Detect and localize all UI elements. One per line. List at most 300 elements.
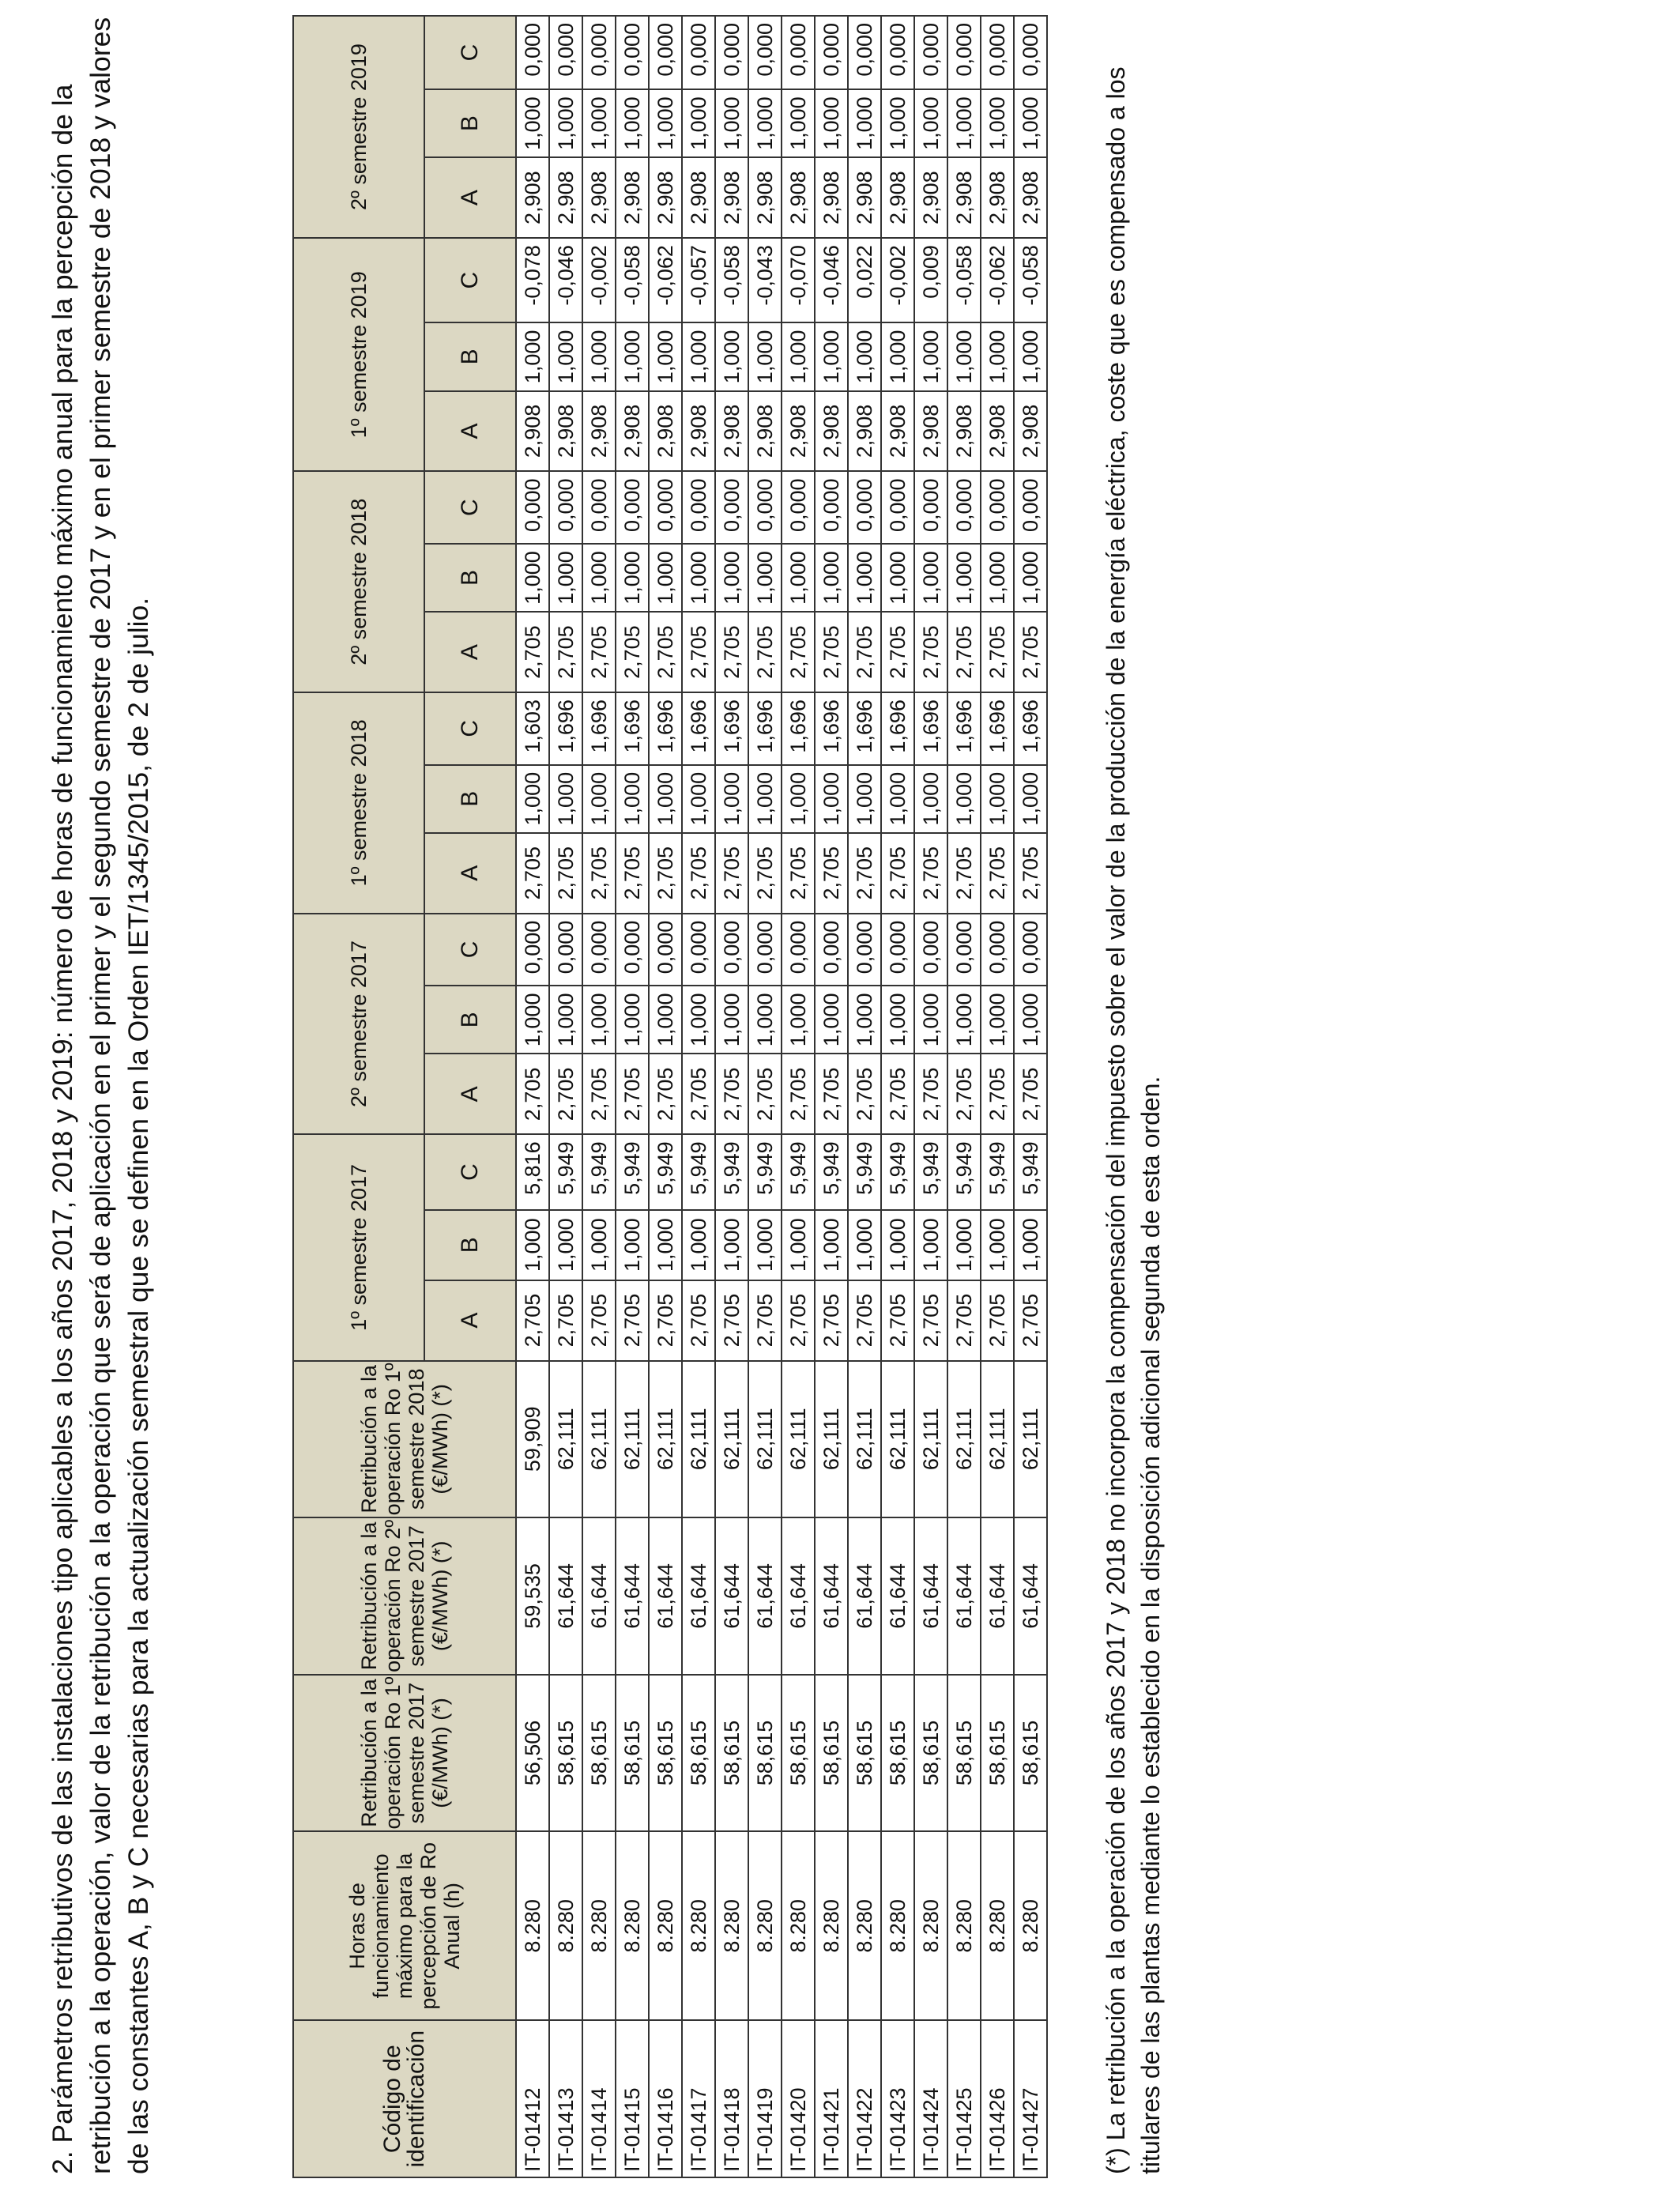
constant-cell: 2,705 bbox=[914, 612, 947, 692]
constant-cell: 0,000 bbox=[715, 16, 748, 89]
constant-cell: 2,908 bbox=[682, 157, 715, 238]
constant-cell: -0,002 bbox=[881, 238, 914, 322]
constant-cell: 2,908 bbox=[582, 157, 616, 238]
constant-cell: 0,022 bbox=[848, 238, 881, 322]
constant-cell: 2,705 bbox=[782, 612, 815, 692]
horas-cell: 8.280 bbox=[715, 1831, 748, 2020]
constant-cell: 0,000 bbox=[549, 914, 582, 986]
horas-cell: 8.280 bbox=[516, 1831, 549, 2020]
constant-cell: 1,000 bbox=[649, 89, 682, 157]
constant-cell: -0,062 bbox=[981, 238, 1014, 322]
constant-cell: 1,000 bbox=[649, 322, 682, 390]
constant-cell: 1,000 bbox=[748, 322, 782, 390]
constant-cell: 0,000 bbox=[715, 914, 748, 986]
constant-cell: 1,000 bbox=[582, 1210, 616, 1280]
constant-cell: 1,696 bbox=[815, 692, 848, 765]
table-row bbox=[914, 16, 947, 2177]
constant-cell: 2,908 bbox=[815, 157, 848, 238]
horas-cell: 8.280 bbox=[782, 1831, 815, 2020]
col-header-ro2-2017: Retribución a la operación Ro 2º semestre 2017 (€/MWh) (*) bbox=[293, 1517, 516, 1675]
constant-cell: 2,908 bbox=[516, 157, 549, 238]
constant-cell: 5,949 bbox=[682, 1134, 715, 1209]
constant-cell: 1,000 bbox=[881, 1210, 914, 1280]
retribucion-cell: 61,644 bbox=[682, 1517, 715, 1675]
constant-cell: -0,043 bbox=[748, 238, 782, 322]
constant-cell: 2,908 bbox=[848, 157, 881, 238]
constant-cell: 0,000 bbox=[1014, 16, 1047, 89]
codigo-cell: IT-01424 bbox=[914, 2020, 947, 2177]
constant-cell: 1,000 bbox=[582, 986, 616, 1054]
constant-cell: 1,000 bbox=[549, 89, 582, 157]
retribucion-cell: 58,615 bbox=[782, 1675, 815, 1832]
constant-cell: 5,949 bbox=[848, 1134, 881, 1209]
constant-cell: -0,062 bbox=[649, 238, 682, 322]
codigo-cell: IT-01423 bbox=[881, 2020, 914, 2177]
constant-cell: 5,949 bbox=[815, 1134, 848, 1209]
horas-cell: 8.280 bbox=[748, 1831, 782, 2020]
constant-cell: 0,000 bbox=[914, 471, 947, 544]
horas-cell: 8.280 bbox=[616, 1831, 649, 2020]
col-header-horas: Horas de funcionamiento máximo para la percepción de Ro Anual (h) bbox=[293, 1831, 516, 2020]
constant-cell: 2,705 bbox=[516, 612, 549, 692]
constant-cell: 1,000 bbox=[782, 765, 815, 833]
retribucion-cell: 61,644 bbox=[981, 1517, 1014, 1675]
constant-cell: 1,000 bbox=[881, 544, 914, 612]
constant-cell: 2,705 bbox=[782, 1280, 815, 1361]
constant-header-c: C bbox=[424, 1134, 516, 1209]
constant-cell: 0,000 bbox=[682, 914, 715, 986]
constant-cell: 0,000 bbox=[881, 16, 914, 89]
constant-cell: 0,000 bbox=[1014, 471, 1047, 544]
codigo-cell: IT-01416 bbox=[649, 2020, 682, 2177]
constant-cell: 0,000 bbox=[914, 914, 947, 986]
constant-cell: 1,000 bbox=[881, 765, 914, 833]
constant-cell: 2,705 bbox=[914, 833, 947, 914]
constant-cell: 1,000 bbox=[815, 1210, 848, 1280]
codigo-cell: IT-01418 bbox=[715, 2020, 748, 2177]
table-row bbox=[649, 16, 682, 2177]
constant-cell: 1,000 bbox=[947, 1210, 981, 1280]
retribucion-cell: 62,111 bbox=[981, 1361, 1014, 1518]
constant-cell: 1,000 bbox=[848, 986, 881, 1054]
constant-cell: 0,000 bbox=[516, 914, 549, 986]
constant-cell: 1,000 bbox=[1014, 544, 1047, 612]
constant-cell: 1,000 bbox=[516, 544, 549, 612]
codigo-cell: IT-01422 bbox=[848, 2020, 881, 2177]
constant-cell: 1,000 bbox=[549, 986, 582, 1054]
table-row bbox=[549, 16, 582, 2177]
retribucion-cell: 62,111 bbox=[1014, 1361, 1047, 1518]
table-row bbox=[516, 16, 549, 2177]
constant-cell: 1,000 bbox=[914, 544, 947, 612]
constant-cell: 0,000 bbox=[947, 471, 981, 544]
constant-cell: 2,705 bbox=[715, 1280, 748, 1361]
constant-cell: 2,908 bbox=[616, 157, 649, 238]
codigo-cell: IT-01420 bbox=[782, 2020, 815, 2177]
constant-header-a: A bbox=[424, 1054, 516, 1134]
constant-header-b: B bbox=[424, 322, 516, 390]
constant-cell: 2,705 bbox=[748, 833, 782, 914]
constant-cell: 0,000 bbox=[748, 914, 782, 986]
constant-header-b: B bbox=[424, 986, 516, 1054]
constant-cell: 2,908 bbox=[748, 157, 782, 238]
constant-header-a: A bbox=[424, 157, 516, 238]
horas-cell: 8.280 bbox=[682, 1831, 715, 2020]
constant-cell: 2,705 bbox=[715, 1054, 748, 1134]
codigo-cell: IT-01412 bbox=[516, 2020, 549, 2177]
constant-cell: 1,696 bbox=[748, 692, 782, 765]
retribucion-cell: 62,111 bbox=[649, 1361, 682, 1518]
retribucion-cell: 61,644 bbox=[881, 1517, 914, 1675]
constant-cell: 2,705 bbox=[947, 612, 981, 692]
footnote: (*) La retribución a la operación de los años 2017 y 2018 no incorpora la compensación del impuesto sobre el valor de la producción de la energía eléctrica, coste que es compensado a los titulares de las plantas mediante lo establecido en la disposición adicional segunda de esta orden. bbox=[1102, 66, 1165, 2174]
constant-cell: 1,000 bbox=[947, 986, 981, 1054]
semester-header: 2º semestre 2018 bbox=[293, 471, 424, 692]
constant-cell: 1,000 bbox=[815, 765, 848, 833]
constant-cell: 1,000 bbox=[582, 89, 616, 157]
constant-cell: 1,000 bbox=[947, 544, 981, 612]
col-header-codigo: Código de identificación bbox=[293, 2020, 516, 2177]
constant-cell: 2,705 bbox=[582, 1054, 616, 1134]
constant-cell: 1,000 bbox=[682, 1210, 715, 1280]
constant-cell: 1,000 bbox=[881, 89, 914, 157]
constant-cell: 2,705 bbox=[947, 833, 981, 914]
constant-cell: 0,000 bbox=[616, 471, 649, 544]
retribucion-cell: 61,644 bbox=[1014, 1517, 1047, 1675]
constant-cell: 2,705 bbox=[748, 612, 782, 692]
constant-cell: 0,000 bbox=[748, 471, 782, 544]
constant-cell: 1,000 bbox=[516, 765, 549, 833]
constant-cell: 0,000 bbox=[682, 16, 715, 89]
table-row bbox=[881, 16, 914, 2177]
constant-cell: 2,705 bbox=[715, 833, 748, 914]
constant-cell: 0,000 bbox=[549, 16, 582, 89]
constant-cell: -0,046 bbox=[549, 238, 582, 322]
retribucion-cell: 59,535 bbox=[516, 1517, 549, 1675]
constant-cell: 2,705 bbox=[549, 1054, 582, 1134]
constant-cell: 1,000 bbox=[848, 765, 881, 833]
codigo-cell: IT-01425 bbox=[947, 2020, 981, 2177]
constant-cell: 2,908 bbox=[582, 391, 616, 472]
retribucion-cell: 58,615 bbox=[1014, 1675, 1047, 1832]
constant-cell: 1,000 bbox=[782, 89, 815, 157]
constant-cell: 2,705 bbox=[649, 1054, 682, 1134]
constant-header-c: C bbox=[424, 471, 516, 544]
constant-cell: 1,696 bbox=[715, 692, 748, 765]
retribucion-cell: 62,111 bbox=[582, 1361, 616, 1518]
constant-cell: 5,949 bbox=[582, 1134, 616, 1209]
table-row bbox=[815, 16, 848, 2177]
retribucion-cell: 58,615 bbox=[616, 1675, 649, 1832]
constant-cell: 2,705 bbox=[815, 1280, 848, 1361]
constant-cell: 1,000 bbox=[815, 544, 848, 612]
constant-cell: 1,000 bbox=[616, 765, 649, 833]
constant-cell: 2,705 bbox=[914, 1280, 947, 1361]
retribucion-cell: 62,111 bbox=[914, 1361, 947, 1518]
constant-cell: 1,696 bbox=[782, 692, 815, 765]
constant-cell: 2,705 bbox=[649, 612, 682, 692]
retribucion-cell: 61,644 bbox=[549, 1517, 582, 1675]
section-heading: 2. Parámetros retributivos de las instalaciones tipo aplicables a los años 2017, 2018 y 2019: número de horas de funcionamiento máximo anual para la percepción de la retribución a la operación, valor de la retribución a la operación que será de aplicación en el primer y el segundo semestre de 2017 y en el primer semestre de 2018 y valores de las constantes A, B y C necesarias para la actualización semestral que se definen en la Orden IET/1345/2015, de 2 de julio. bbox=[47, 17, 154, 2174]
constant-cell: 2,908 bbox=[1014, 391, 1047, 472]
constant-cell: 2,705 bbox=[549, 612, 582, 692]
constant-cell: 1,000 bbox=[1014, 765, 1047, 833]
retribucion-cell: 58,615 bbox=[549, 1675, 582, 1832]
constant-cell: 5,949 bbox=[748, 1134, 782, 1209]
constant-cell: 1,000 bbox=[947, 322, 981, 390]
constant-cell: 2,705 bbox=[649, 833, 682, 914]
constant-cell: 1,000 bbox=[549, 544, 582, 612]
constant-cell: 5,949 bbox=[549, 1134, 582, 1209]
retribucion-cell: 62,111 bbox=[782, 1361, 815, 1518]
constant-cell: 2,705 bbox=[682, 1054, 715, 1134]
constant-cell: 5,949 bbox=[914, 1134, 947, 1209]
constant-cell: 1,000 bbox=[582, 544, 616, 612]
constant-cell: 5,949 bbox=[782, 1134, 815, 1209]
horas-cell: 8.280 bbox=[914, 1831, 947, 2020]
constant-cell: 0,000 bbox=[815, 471, 848, 544]
constant-cell: 2,908 bbox=[715, 157, 748, 238]
table-row bbox=[715, 16, 748, 2177]
constant-cell: 1,000 bbox=[782, 1210, 815, 1280]
constant-cell: 1,000 bbox=[715, 986, 748, 1054]
constant-cell: 1,000 bbox=[715, 322, 748, 390]
table-row bbox=[748, 16, 782, 2177]
constant-cell: 2,908 bbox=[549, 391, 582, 472]
constant-cell: 2,908 bbox=[914, 157, 947, 238]
constant-cell: 2,908 bbox=[947, 391, 981, 472]
constant-cell: 5,949 bbox=[616, 1134, 649, 1209]
constant-cell: 1,000 bbox=[881, 986, 914, 1054]
constant-cell: 2,908 bbox=[616, 391, 649, 472]
constant-cell: 0,000 bbox=[981, 16, 1014, 89]
constant-cell: 2,705 bbox=[947, 1280, 981, 1361]
constant-cell: 1,000 bbox=[715, 765, 748, 833]
codigo-cell: IT-01427 bbox=[1014, 2020, 1047, 2177]
constant-cell: -0,058 bbox=[947, 238, 981, 322]
constant-cell: 2,908 bbox=[649, 157, 682, 238]
constant-cell: 0,000 bbox=[782, 16, 815, 89]
retribucion-cell: 58,615 bbox=[981, 1675, 1014, 1832]
constant-cell: 1,696 bbox=[616, 692, 649, 765]
retribucion-cell: 58,615 bbox=[914, 1675, 947, 1832]
constant-cell: 1,000 bbox=[682, 322, 715, 390]
codigo-cell: IT-01421 bbox=[815, 2020, 848, 2177]
constant-cell: 1,000 bbox=[881, 322, 914, 390]
constant-cell: 1,000 bbox=[1014, 322, 1047, 390]
constant-cell: 1,696 bbox=[947, 692, 981, 765]
constant-cell: 2,908 bbox=[649, 391, 682, 472]
constant-cell: 2,705 bbox=[616, 612, 649, 692]
codigo-cell: IT-01417 bbox=[682, 2020, 715, 2177]
constant-cell: 2,705 bbox=[914, 1054, 947, 1134]
constant-cell: 5,816 bbox=[516, 1134, 549, 1209]
constant-cell: 1,696 bbox=[981, 692, 1014, 765]
constant-cell: 1,000 bbox=[649, 765, 682, 833]
codigo-cell: IT-01413 bbox=[549, 2020, 582, 2177]
constant-cell: 2,705 bbox=[582, 833, 616, 914]
constant-cell: -0,058 bbox=[616, 238, 649, 322]
constant-cell: 1,000 bbox=[914, 322, 947, 390]
constant-cell: 2,705 bbox=[516, 1280, 549, 1361]
constant-cell: 1,000 bbox=[649, 986, 682, 1054]
constant-cell: 1,000 bbox=[616, 544, 649, 612]
constant-cell: 1,696 bbox=[549, 692, 582, 765]
constant-header-c: C bbox=[424, 238, 516, 322]
table-row bbox=[682, 16, 715, 2177]
constant-cell: 2,705 bbox=[881, 612, 914, 692]
constant-header-c: C bbox=[424, 16, 516, 89]
constant-cell: 1,000 bbox=[848, 544, 881, 612]
constant-cell: 2,705 bbox=[947, 1054, 981, 1134]
retribucion-cell: 58,615 bbox=[582, 1675, 616, 1832]
constant-cell: 1,000 bbox=[549, 1210, 582, 1280]
constant-cell: 1,000 bbox=[947, 765, 981, 833]
constant-cell: 1,000 bbox=[981, 986, 1014, 1054]
retribucion-cell: 61,644 bbox=[815, 1517, 848, 1675]
constant-cell: 1,000 bbox=[848, 89, 881, 157]
constant-cell: 0,000 bbox=[582, 914, 616, 986]
constant-cell: 2,705 bbox=[682, 612, 715, 692]
constant-cell: 2,908 bbox=[782, 157, 815, 238]
semester-header: 1º semestre 2017 bbox=[293, 1134, 424, 1360]
constant-cell: 0,000 bbox=[582, 471, 616, 544]
table-row bbox=[582, 16, 616, 2177]
constant-cell: 5,949 bbox=[947, 1134, 981, 1209]
constant-cell: 2,705 bbox=[1014, 1280, 1047, 1361]
constant-cell: 2,908 bbox=[549, 157, 582, 238]
retribucion-cell: 62,111 bbox=[549, 1361, 582, 1518]
semester-header: 1º semestre 2018 bbox=[293, 692, 424, 914]
constant-cell: 1,000 bbox=[582, 322, 616, 390]
retribucion-cell: 61,644 bbox=[782, 1517, 815, 1675]
constant-cell: 0,000 bbox=[549, 471, 582, 544]
retribucion-cell: 58,615 bbox=[947, 1675, 981, 1832]
retribucion-cell: 58,615 bbox=[815, 1675, 848, 1832]
constant-cell: 0,000 bbox=[848, 471, 881, 544]
retribucion-cell: 59,909 bbox=[516, 1361, 549, 1518]
constant-cell: 0,000 bbox=[649, 16, 682, 89]
constant-cell: 0,000 bbox=[715, 471, 748, 544]
retribucion-cell: 58,615 bbox=[649, 1675, 682, 1832]
codigo-cell: IT-01426 bbox=[981, 2020, 1014, 2177]
table-row bbox=[616, 16, 649, 2177]
header-row-main bbox=[293, 16, 424, 2177]
retribucion-cell: 62,111 bbox=[848, 1361, 881, 1518]
retribucion-cell: 61,644 bbox=[715, 1517, 748, 1675]
horas-cell: 8.280 bbox=[848, 1831, 881, 2020]
constant-cell: 2,705 bbox=[848, 833, 881, 914]
constant-cell: -0,002 bbox=[582, 238, 616, 322]
constant-cell: 2,705 bbox=[748, 1054, 782, 1134]
constant-header-c: C bbox=[424, 914, 516, 986]
table-row bbox=[1014, 16, 1047, 2177]
constant-cell: 2,908 bbox=[981, 157, 1014, 238]
table-row bbox=[848, 16, 881, 2177]
semester-header: 2º semestre 2017 bbox=[293, 914, 424, 1135]
constant-cell: 0,000 bbox=[649, 914, 682, 986]
semester-header: 1º semestre 2019 bbox=[293, 238, 424, 471]
retribucion-cell: 62,111 bbox=[881, 1361, 914, 1518]
constant-cell: -0,078 bbox=[516, 238, 549, 322]
constant-cell: 2,705 bbox=[881, 1054, 914, 1134]
retribucion-cell: 62,111 bbox=[616, 1361, 649, 1518]
constant-cell: 1,696 bbox=[848, 692, 881, 765]
retribucion-cell: 58,615 bbox=[682, 1675, 715, 1832]
retribucion-cell: 62,111 bbox=[947, 1361, 981, 1518]
constant-cell: 2,908 bbox=[782, 391, 815, 472]
constant-cell: 2,908 bbox=[682, 391, 715, 472]
constant-cell: 2,705 bbox=[616, 1280, 649, 1361]
constant-cell: 2,705 bbox=[981, 1280, 1014, 1361]
constant-cell: 0,000 bbox=[914, 16, 947, 89]
constant-cell: 2,705 bbox=[1014, 833, 1047, 914]
constant-cell: 1,000 bbox=[715, 1210, 748, 1280]
constant-cell: 1,000 bbox=[682, 89, 715, 157]
constant-cell: 1,000 bbox=[549, 322, 582, 390]
constant-cell: 2,705 bbox=[649, 1280, 682, 1361]
constant-cell: 1,000 bbox=[815, 322, 848, 390]
constant-cell: 2,705 bbox=[782, 1054, 815, 1134]
constant-cell: 1,000 bbox=[549, 765, 582, 833]
constant-cell: 1,000 bbox=[715, 89, 748, 157]
constant-cell: 1,000 bbox=[582, 765, 616, 833]
constant-cell: 1,696 bbox=[1014, 692, 1047, 765]
constant-cell: 2,908 bbox=[881, 391, 914, 472]
constant-cell: 2,908 bbox=[715, 391, 748, 472]
constant-cell: 0,000 bbox=[748, 16, 782, 89]
constant-cell: 2,705 bbox=[549, 1280, 582, 1361]
constant-cell: 1,000 bbox=[616, 986, 649, 1054]
constant-cell: 5,949 bbox=[649, 1134, 682, 1209]
constant-cell: 1,000 bbox=[815, 986, 848, 1054]
horas-cell: 8.280 bbox=[649, 1831, 682, 2020]
constant-cell: -0,058 bbox=[1014, 238, 1047, 322]
constant-cell: 2,705 bbox=[981, 833, 1014, 914]
retribucion-cell: 61,644 bbox=[914, 1517, 947, 1675]
constant-cell: 0,000 bbox=[516, 16, 549, 89]
constant-cell: 5,949 bbox=[715, 1134, 748, 1209]
horas-cell: 8.280 bbox=[815, 1831, 848, 2020]
constant-cell: 2,705 bbox=[815, 1054, 848, 1134]
constant-cell: 0,000 bbox=[815, 16, 848, 89]
retribucion-cell: 61,644 bbox=[582, 1517, 616, 1675]
constant-cell: 1,000 bbox=[682, 765, 715, 833]
constant-cell: 1,000 bbox=[981, 89, 1014, 157]
constant-cell: 2,705 bbox=[616, 1054, 649, 1134]
constant-header-a: A bbox=[424, 391, 516, 472]
retribucion-cell: 62,111 bbox=[682, 1361, 715, 1518]
constant-cell: 2,705 bbox=[815, 612, 848, 692]
constant-cell: 1,696 bbox=[682, 692, 715, 765]
constant-cell: 1,000 bbox=[914, 1210, 947, 1280]
constant-cell: 1,696 bbox=[582, 692, 616, 765]
constant-cell: 1,000 bbox=[516, 322, 549, 390]
retribucion-cell: 56,506 bbox=[516, 1675, 549, 1832]
constant-cell: 2,705 bbox=[981, 612, 1014, 692]
retribucion-cell: 61,644 bbox=[848, 1517, 881, 1675]
retribucion-cell: 58,615 bbox=[848, 1675, 881, 1832]
constant-cell: 0,000 bbox=[582, 16, 616, 89]
constant-cell: 1,000 bbox=[516, 1210, 549, 1280]
constant-header-b: B bbox=[424, 544, 516, 612]
constant-cell: 2,908 bbox=[881, 157, 914, 238]
table-row bbox=[947, 16, 981, 2177]
constant-cell: 1,000 bbox=[782, 986, 815, 1054]
constant-cell: 0,000 bbox=[616, 914, 649, 986]
constant-cell: 1,000 bbox=[715, 544, 748, 612]
constant-cell: 2,908 bbox=[815, 391, 848, 472]
